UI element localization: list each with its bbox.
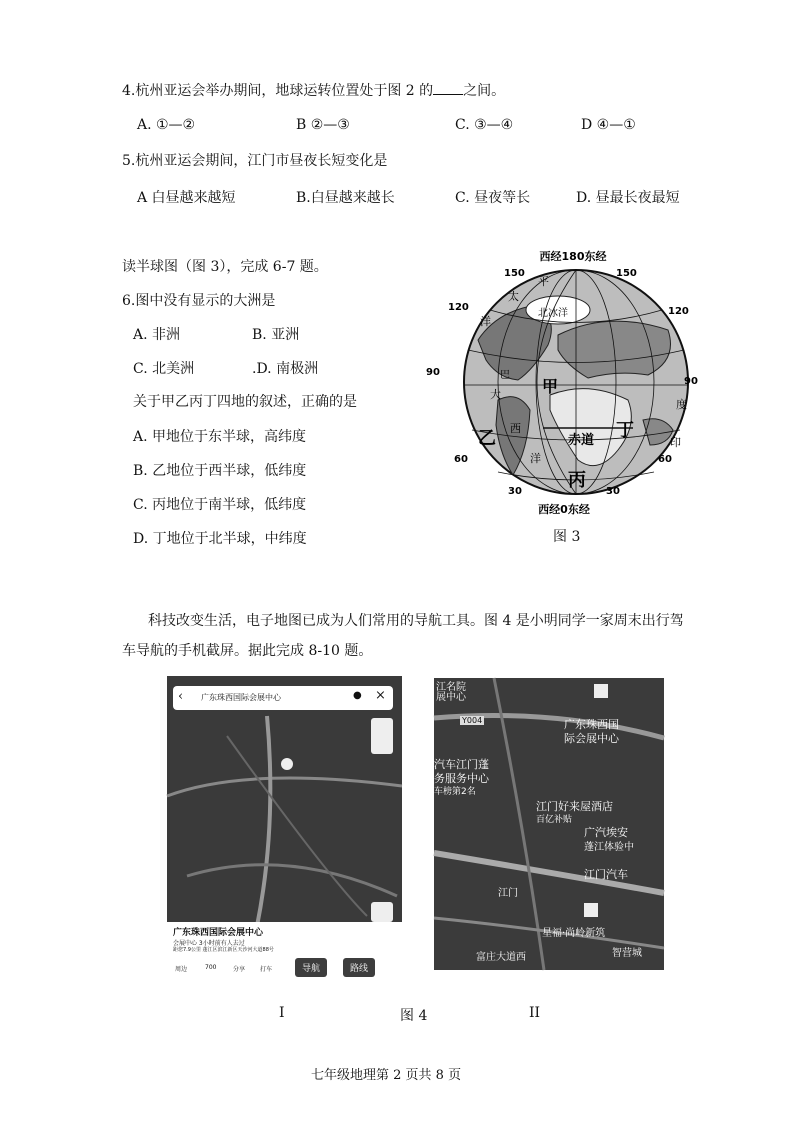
q4-option-d: D ④—①	[581, 117, 636, 133]
fig3-caption: 图 3	[553, 529, 581, 545]
poi-title: 广东珠西国际会展中心	[173, 928, 264, 938]
arctic-label: 北冰洋	[538, 308, 568, 319]
point-jia: 甲	[542, 377, 559, 396]
q7-option-c: C. 丙地位于南半球，低纬度	[133, 497, 307, 513]
back-arrow-icon[interactable]: ‹	[178, 689, 184, 704]
action-reviews[interactable]: 700	[205, 964, 217, 971]
q7-option-b: B. 乙地位于西半球，低纬度	[133, 463, 307, 479]
q4-option-a: A. ①—②	[137, 117, 196, 133]
map-label: 广东珠西国	[564, 718, 619, 731]
lon-label: 30	[606, 486, 620, 497]
globe-bottom-label: 西经0东经	[538, 503, 590, 516]
read-fig3-instruction: 读半球图（图 3），完成 6-7 题。	[122, 259, 328, 275]
ocean-label: 洋	[480, 315, 491, 328]
search-bar[interactable]	[173, 686, 393, 710]
map-label: 江门	[498, 888, 518, 899]
hemisphere-map	[426, 250, 708, 516]
map-label: 江名院	[436, 682, 466, 693]
lon-label: 150	[504, 268, 525, 279]
search-text[interactable]: 广东珠西国际会展中心	[201, 693, 281, 702]
q5-option-c: C. 昼夜等长	[455, 190, 531, 206]
point-bing: 丙	[568, 470, 586, 491]
q6-option-c: C. 北美洲	[133, 361, 195, 377]
close-icon[interactable]: ×	[375, 688, 386, 703]
q4-option-b: B ②—③	[296, 117, 350, 133]
point-ding: 丁	[616, 420, 634, 441]
q6-option-d: .D. 南极洲	[252, 361, 319, 377]
q4-blank	[433, 82, 463, 95]
q4-stem-a: 4.杭州亚运会举办期间，地球运转位置处于图 2 的	[122, 83, 434, 99]
map-label: 汽车江门蓬	[434, 758, 489, 771]
locate-icon[interactable]	[371, 902, 393, 922]
ocean-label: 平	[538, 275, 549, 288]
road-code-label: Y004	[462, 716, 483, 725]
fig4-caption: 图 4	[400, 1008, 428, 1024]
lon-label: 120	[668, 306, 689, 317]
phone-screenshot-1	[167, 676, 402, 978]
globe-top-label: 西经180东经	[539, 250, 607, 263]
layers-icon[interactable]	[371, 718, 393, 754]
ocean-label: 太	[508, 290, 519, 303]
intro-line-2: 车导航的手机截屏。据此完成 8-10 题。	[122, 643, 373, 659]
q6-option-a: A. 非洲	[133, 327, 181, 343]
mic-icon[interactable]: ●	[353, 690, 362, 701]
ocean-label: 大	[490, 388, 501, 401]
route-button[interactable]: 路线	[343, 958, 375, 977]
map-label: 江门好来屋酒店	[536, 800, 613, 813]
q5-option-d: D. 昼最长夜最短	[576, 190, 680, 206]
q5-stem: 5.杭州亚运会期间，江门市昼夜长短变化是	[122, 153, 388, 169]
map-label: 展中心	[436, 692, 466, 703]
equator-label: 赤道	[568, 433, 595, 448]
lon-label: 60	[658, 454, 672, 465]
q6-option-b: B. 亚洲	[252, 327, 300, 343]
q4-stem	[122, 80, 505, 100]
q5-option-a: A 白昼越来越短	[137, 190, 236, 206]
ocean-label: 西	[510, 422, 521, 435]
map-label: 车榜第2名	[434, 787, 476, 797]
lon-label: 30	[508, 486, 522, 497]
map-label: 江门汽车	[584, 868, 628, 881]
map-label: 富庄大道西	[476, 952, 526, 963]
ocean-label: 印	[670, 436, 681, 449]
q7-option-d: D. 丁地位于北半球，中纬度	[133, 531, 307, 547]
action-share[interactable]: 分享	[233, 966, 246, 973]
action-nearby[interactable]: 周边	[175, 966, 188, 973]
ocean-label: 度	[676, 398, 687, 411]
q7-stem: 关于甲乙丙丁四地的叙述，正确的是	[133, 394, 357, 410]
screenshot-i-label: I	[279, 1005, 285, 1021]
map-label: 广汽埃安	[584, 826, 628, 839]
poi-info-card	[167, 922, 402, 978]
q6-stem: 6.图中没有显示的大洲是	[122, 293, 276, 309]
intro-line-1: 科技改变生活，电子地图已成为人们常用的导航工具。图 4 是小明同学一家周末出行驾	[148, 613, 684, 629]
place-label: 巴	[500, 370, 510, 381]
lon-label: 90	[684, 376, 698, 387]
poi-subtitle-2: 距您7.9公里 蓬江区滨江新区天沙河大道88号	[173, 947, 274, 953]
lon-label: 120	[448, 302, 469, 313]
action-taxi[interactable]: 打车	[260, 966, 273, 973]
q4-stem-b: 之间。	[463, 83, 506, 99]
map-label: 星福·尚岭新筑	[542, 928, 606, 939]
q4-option-c: C. ③—④	[455, 117, 514, 133]
q7-option-a: A. 甲地位于东半球，高纬度	[133, 429, 307, 445]
map-label: 蓬江体验中	[584, 842, 634, 853]
lon-label: 60	[454, 454, 468, 465]
poi-subtitle-1: 会展中心 3小时前有人去过	[173, 940, 245, 947]
map-label: 务服务中心	[434, 772, 489, 785]
page-footer: 七年级地理第 2 页共 8 页	[311, 1068, 462, 1083]
lon-label: 90	[426, 367, 440, 378]
map-label: 际会展中心	[564, 732, 619, 745]
phone-screenshot-2	[434, 678, 664, 970]
point-yi: 乙	[478, 428, 496, 449]
screenshot-ii-label: II	[529, 1005, 541, 1021]
map-label: 百亿补贴	[536, 815, 573, 825]
ocean-label: 洋	[530, 452, 541, 465]
map-label: 智营城	[612, 948, 642, 959]
navigate-button[interactable]: 导航	[295, 958, 327, 977]
lon-label: 150	[616, 268, 637, 279]
q5-option-b: B.白昼越来越长	[296, 190, 395, 206]
